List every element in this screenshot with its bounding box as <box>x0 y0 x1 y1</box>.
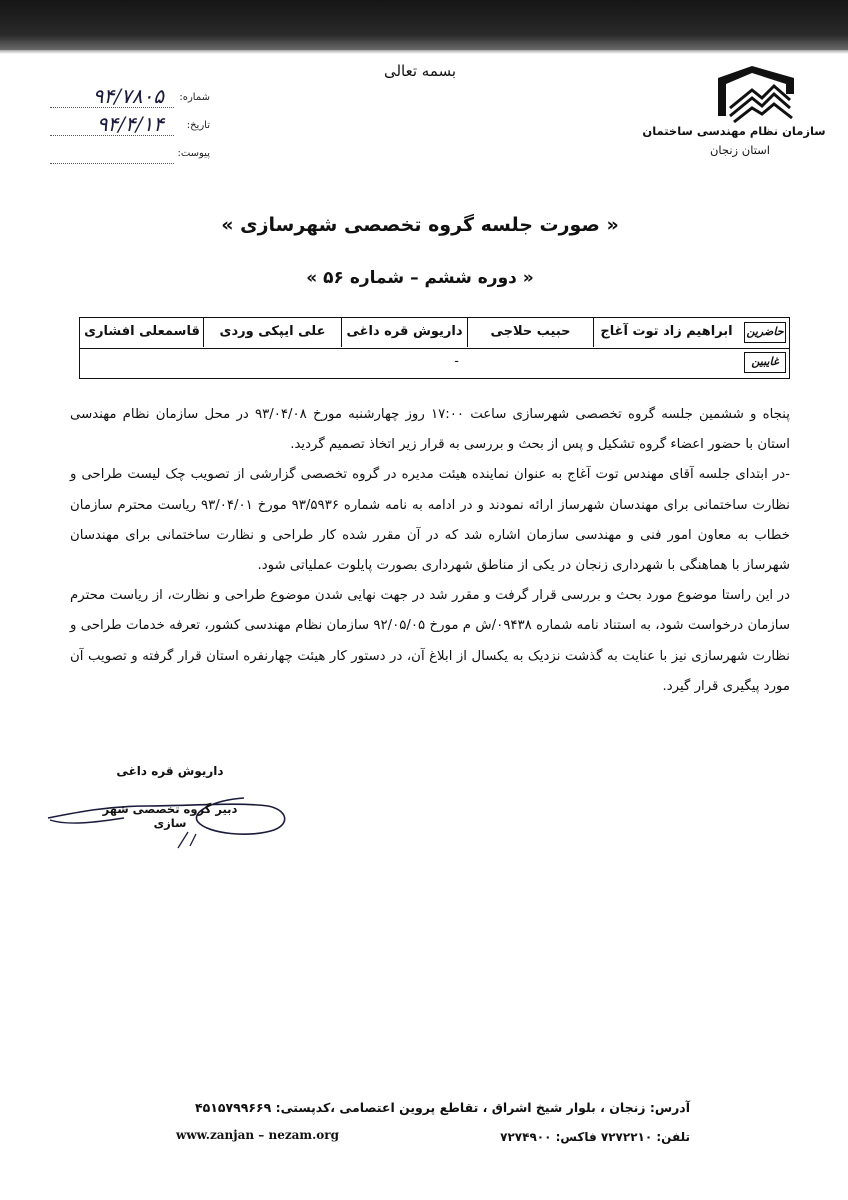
body-paragraph: در این راستا موضوع مورد بحث و بررسی قرار گرفت و مقرر شد در جهت نهایی شدن موضوع طراحی و نظارت، از ریاست محترم سازمان درخواست شود، به استناد نامه شماره ۰۹۴۳۸/ش م مورخ ۹۲/۰۵/۰۵ سازمان نظام مهندسی کشور، تعرفه خدمات طراحی و نظارت شهرسازی نیز با عنایت به گذشت نزدیک به یکسال از ابلاغ آن، در دستور کار هیئت چهارنفره استان قرار گرفته و تصویب آن مورد پیگیری قرار گیرد. <box>70 588 791 694</box>
document-subtitle: « دوره ششم – شماره ۵۶ » <box>306 268 534 288</box>
letter-attachment-row <box>40 146 210 168</box>
letter-date-row <box>40 112 210 140</box>
letter-number-label: شماره: <box>179 92 210 103</box>
scan-dark-band <box>0 0 848 50</box>
letter-number-row <box>40 84 210 112</box>
absent-row <box>80 348 789 378</box>
signatory-role: دبیر گروه تخصصی شهر سازی <box>102 802 238 830</box>
footer-address: آدرس: زنجان ، بلوار شیخ اشراق ، تقاطع پروین اعتصامی ،کدپستی: ۴۵۱۵۷۹۹۶۶۹ <box>195 1100 690 1115</box>
org-province: استان زنجان <box>709 143 771 157</box>
basmala: بسمه تعالی <box>383 62 457 80</box>
signatory-name: داریوش قره داغی <box>116 764 224 778</box>
attendee-cell: داریوش قره داغی <box>341 318 467 347</box>
attendee-cell: حبیب حلاجی <box>467 318 593 347</box>
org-logo <box>712 64 798 124</box>
letter-date-label: تاریخ: <box>186 120 210 131</box>
letter-date-value: ۹۴/۴/۱۴ <box>96 112 164 136</box>
attendee-cell: علی ایپکی وردی <box>203 318 341 347</box>
org-name: سازمان نظام مهندسی ساختمان <box>642 124 826 138</box>
body-paragraph: پنجاه و ششمین جلسه گروه تخصصی شهرسازی ساعت ۱۷:۰۰ روز چهارشنبه مورخ ۹۳/۰۴/۰۸ در محل سازمان نظام مهندسی استان با حضور اعضاء گروه تشکیل و پس از بحث و بررسی به قرار زیر اتخاذ تصمیم گردید. <box>70 407 790 453</box>
absent-label: غایبین <box>744 352 786 373</box>
minutes-body <box>70 400 790 702</box>
attendance-table <box>79 317 790 379</box>
attendee-cell: قاسمعلی افشاری <box>84 324 200 339</box>
footer-website: www.zanjan – nezam.org <box>176 1128 340 1142</box>
present-row <box>80 318 789 349</box>
present-label: حاضرین <box>744 322 786 343</box>
letter-number-value: ۹۴/۷۸۰۵ <box>92 84 164 108</box>
body-paragraph: -در ابتدای جلسه آقای مهندس توت آغاج به عنوان نماینده هیئت مدیره در گروه تخصصی گزارشی از تصویب چک لیست طراحی و نظارت ساختمانی برای مهندسان شهرساز ارائه نمودند و در ادامه به نامه شماره ۹۳/۵۹۳۶ مورخ ۹۳/۰۴/۰۱ ریاست محترم سازمان خطاب به معاون امور فنی و مهندسی سازمان اشاره شد که در آن مقرر شده کار طراحی و نظارت ساختمانی برای مهندسان شهرساز با هماهنگی با شهرداری زنجان در یکی از مناطق شهرداری بصورت پایلوت عملیاتی شود. <box>70 467 790 574</box>
absent-value: - <box>454 354 459 369</box>
footer-phone: تلفن: ۷۲۷۲۲۱۰ فاکس: ۷۲۷۴۹۰۰ <box>500 1130 690 1144</box>
letter-attachment-label: پیوست: <box>177 148 210 159</box>
attendee-cell: ابراهیم زاد توت آغاج <box>593 318 739 347</box>
dotted-line <box>50 163 174 164</box>
document-title: « صورت جلسه گروه تخصصی شهرسازی » <box>221 214 619 236</box>
